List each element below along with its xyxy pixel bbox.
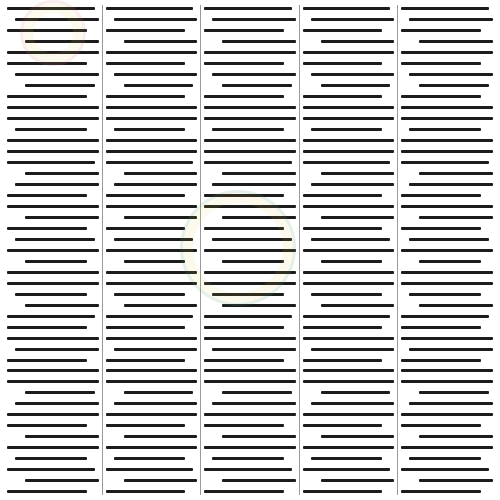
- name-entry: [106, 58, 198, 69]
- name-entry: [204, 409, 296, 420]
- name-entry: [7, 300, 99, 311]
- name-entry: [204, 245, 296, 256]
- name-entry: [7, 420, 99, 431]
- name-entry: [7, 387, 99, 398]
- name-entry: [401, 420, 493, 431]
- name-entry: [303, 365, 395, 376]
- name-entry: [106, 355, 198, 366]
- name-entry: [401, 409, 493, 420]
- name-entry: [106, 300, 198, 311]
- name-entry: [106, 376, 198, 387]
- name-entry: [204, 333, 296, 344]
- name-column: [4, 3, 102, 497]
- name-entry: [401, 311, 493, 322]
- name-entry: [401, 278, 493, 289]
- name-entry: [303, 36, 395, 47]
- name-entry: [401, 398, 493, 409]
- name-entry: [204, 102, 296, 113]
- name-entry: [401, 289, 493, 300]
- name-entry: [401, 113, 493, 124]
- name-entry: [401, 245, 493, 256]
- name-entry: [106, 453, 198, 464]
- name-entry: [7, 135, 99, 146]
- name-entry: [7, 25, 99, 36]
- name-entry: [401, 80, 493, 91]
- name-entry: [7, 442, 99, 453]
- name-entry: [106, 113, 198, 124]
- name-entry: [204, 201, 296, 212]
- name-entry: [303, 91, 395, 102]
- name-entry: [303, 322, 395, 333]
- name-entry: [303, 387, 395, 398]
- name-entry: [7, 475, 99, 486]
- name-entry: [303, 278, 395, 289]
- name-entry: [401, 157, 493, 168]
- name-column: [103, 3, 201, 497]
- name-entry: [7, 398, 99, 409]
- name-entry: [401, 190, 493, 201]
- column-divider: [102, 5, 103, 495]
- name-entry: [106, 124, 198, 135]
- name-entry: [303, 409, 395, 420]
- name-entry: [7, 80, 99, 91]
- name-entry: [7, 464, 99, 475]
- name-entry: [106, 3, 198, 14]
- name-entry: [401, 47, 493, 58]
- name-entry: [7, 14, 99, 25]
- name-entry: [303, 190, 395, 201]
- name-entry: [106, 289, 198, 300]
- name-entry: [303, 212, 395, 223]
- name-entry: [204, 25, 296, 36]
- name-entry: [106, 322, 198, 333]
- name-entry: [303, 431, 395, 442]
- name-entry: [204, 212, 296, 223]
- name-entry: [106, 267, 198, 278]
- name-entry: [7, 168, 99, 179]
- name-entry: [303, 124, 395, 135]
- name-entry: [204, 190, 296, 201]
- name-entry: [204, 355, 296, 366]
- name-entry: [204, 486, 296, 497]
- name-entry: [401, 300, 493, 311]
- name-entry: [204, 289, 296, 300]
- name-entry: [7, 36, 99, 47]
- name-entry: [401, 442, 493, 453]
- name-entry: [106, 201, 198, 212]
- name-entry: [106, 14, 198, 25]
- name-entry: [7, 3, 99, 14]
- name-entry: [106, 387, 198, 398]
- name-entry: [7, 311, 99, 322]
- name-entry: [204, 3, 296, 14]
- name-entry: [303, 3, 395, 14]
- name-entry: [7, 157, 99, 168]
- name-entry: [106, 168, 198, 179]
- name-entry: [401, 486, 493, 497]
- name-entry: [401, 212, 493, 223]
- name-entry: [401, 25, 493, 36]
- name-entry: [7, 124, 99, 135]
- name-entry: [204, 365, 296, 376]
- name-entry: [106, 102, 198, 113]
- name-entry: [106, 475, 198, 486]
- name-entry: [303, 442, 395, 453]
- name-entry: [7, 322, 99, 333]
- name-entry: [204, 14, 296, 25]
- name-entry: [204, 442, 296, 453]
- name-entry: [401, 91, 493, 102]
- name-entry: [303, 157, 395, 168]
- name-entry: [303, 475, 395, 486]
- name-entry: [204, 256, 296, 267]
- name-entry: [106, 245, 198, 256]
- name-entry: [106, 398, 198, 409]
- name-entry: [7, 113, 99, 124]
- name-entry: [106, 344, 198, 355]
- name-entry: [106, 146, 198, 157]
- name-entry: [7, 245, 99, 256]
- name-entry: [303, 355, 395, 366]
- name-entry: [7, 190, 99, 201]
- name-entry: [7, 201, 99, 212]
- name-entry: [106, 442, 198, 453]
- name-entry: [303, 102, 395, 113]
- name-entry: [204, 398, 296, 409]
- name-entry: [7, 267, 99, 278]
- name-entry: [303, 14, 395, 25]
- name-entry: [303, 333, 395, 344]
- name-entry: [401, 36, 493, 47]
- name-entry: [7, 278, 99, 289]
- name-entry: [204, 322, 296, 333]
- name-entry: [401, 333, 493, 344]
- name-column: [201, 3, 299, 497]
- name-entry: [303, 464, 395, 475]
- name-entry: [204, 135, 296, 146]
- name-entry: [7, 69, 99, 80]
- name-entry: [303, 453, 395, 464]
- name-entry: [106, 420, 198, 431]
- name-entry: [303, 113, 395, 124]
- name-entry: [7, 453, 99, 464]
- name-entry: [401, 124, 493, 135]
- name-entry: [204, 464, 296, 475]
- name-entry: [204, 146, 296, 157]
- name-entry: [106, 157, 198, 168]
- name-entry: [303, 80, 395, 91]
- name-entry: [106, 91, 198, 102]
- name-entry: [106, 365, 198, 376]
- name-entry: [303, 311, 395, 322]
- name-entry: [106, 409, 198, 420]
- name-entry: [303, 135, 395, 146]
- name-entry: [106, 234, 198, 245]
- name-entry: [303, 168, 395, 179]
- name-entry: [303, 223, 395, 234]
- column-divider: [397, 5, 398, 495]
- name-entry: [401, 344, 493, 355]
- name-entry: [204, 223, 296, 234]
- name-entry: [204, 157, 296, 168]
- name-entry: [401, 69, 493, 80]
- name-entry: [401, 168, 493, 179]
- name-entry: [204, 179, 296, 190]
- name-entry: [106, 256, 198, 267]
- name-entry: [401, 223, 493, 234]
- name-entry: [401, 431, 493, 442]
- name-entry: [7, 146, 99, 157]
- name-entry: [303, 486, 395, 497]
- name-entry: [303, 256, 395, 267]
- name-entry: [106, 486, 198, 497]
- name-entry: [106, 190, 198, 201]
- name-entry: [401, 376, 493, 387]
- name-entry: [106, 278, 198, 289]
- name-entry: [204, 387, 296, 398]
- name-entry: [7, 486, 99, 497]
- name-entry: [7, 289, 99, 300]
- name-entry: [303, 69, 395, 80]
- name-entry: [401, 256, 493, 267]
- name-entry: [106, 179, 198, 190]
- name-entry: [7, 212, 99, 223]
- name-entry: [401, 58, 493, 69]
- name-entry: [7, 223, 99, 234]
- name-entry: [303, 289, 395, 300]
- name-entry: [7, 102, 99, 113]
- name-entry: [303, 234, 395, 245]
- name-entry: [7, 376, 99, 387]
- name-entry: [303, 300, 395, 311]
- name-entry: [303, 376, 395, 387]
- name-entry: [204, 36, 296, 47]
- name-column: [398, 3, 496, 497]
- name-entry: [106, 212, 198, 223]
- column-divider: [200, 5, 201, 495]
- name-entry: [204, 267, 296, 278]
- name-entry: [303, 398, 395, 409]
- name-entry: [106, 464, 198, 475]
- name-entry: [106, 80, 198, 91]
- name-entry: [7, 58, 99, 69]
- name-entry: [303, 420, 395, 431]
- name-entry: [204, 69, 296, 80]
- name-entry: [204, 420, 296, 431]
- name-entry: [204, 431, 296, 442]
- name-entry: [401, 146, 493, 157]
- name-entry: [401, 14, 493, 25]
- name-entry: [7, 333, 99, 344]
- name-entry: [204, 113, 296, 124]
- name-entry: [401, 453, 493, 464]
- name-entry: [106, 431, 198, 442]
- name-entry: [106, 69, 198, 80]
- name-entry: [7, 431, 99, 442]
- name-entry: [7, 409, 99, 420]
- name-entry: [106, 311, 198, 322]
- name-entry: [401, 464, 493, 475]
- name-entry: [401, 365, 493, 376]
- name-entry: [204, 344, 296, 355]
- name-entry: [204, 376, 296, 387]
- name-entry: [303, 267, 395, 278]
- name-entry: [106, 47, 198, 58]
- name-entry: [106, 25, 198, 36]
- name-entry: [204, 58, 296, 69]
- name-entry: [204, 80, 296, 91]
- name-entry: [7, 365, 99, 376]
- name-entry: [204, 453, 296, 464]
- name-entry: [303, 146, 395, 157]
- name-entry: [303, 25, 395, 36]
- name-entry: [303, 201, 395, 212]
- name-entry: [204, 234, 296, 245]
- name-column: [300, 3, 398, 497]
- name-entry: [401, 3, 493, 14]
- name-entry: [7, 234, 99, 245]
- name-entry: [106, 333, 198, 344]
- name-entry: [204, 300, 296, 311]
- name-entry: [303, 179, 395, 190]
- name-entry: [401, 475, 493, 486]
- name-entry: [7, 256, 99, 267]
- name-entry: [7, 344, 99, 355]
- name-entry: [303, 58, 395, 69]
- name-entry: [303, 47, 395, 58]
- name-entry: [401, 135, 493, 146]
- name-entry: [401, 355, 493, 366]
- name-entry: [401, 234, 493, 245]
- name-entry: [303, 245, 395, 256]
- name-entry: [204, 311, 296, 322]
- name-entry: [7, 179, 99, 190]
- name-entry: [401, 267, 493, 278]
- name-entry: [204, 475, 296, 486]
- name-entry: [401, 179, 493, 190]
- name-entry: [401, 387, 493, 398]
- name-entry: [7, 47, 99, 58]
- name-entry: [204, 124, 296, 135]
- name-entry: [401, 102, 493, 113]
- name-entry: [204, 278, 296, 289]
- name-entry: [106, 135, 198, 146]
- name-entry: [204, 91, 296, 102]
- name-entry: [106, 36, 198, 47]
- name-entry: [7, 91, 99, 102]
- name-entry: [106, 223, 198, 234]
- name-entry: [401, 201, 493, 212]
- column-divider: [299, 5, 300, 495]
- name-entry: [204, 47, 296, 58]
- name-entry: [401, 322, 493, 333]
- name-entry: [204, 168, 296, 179]
- name-entry: [303, 344, 395, 355]
- name-entry: [7, 355, 99, 366]
